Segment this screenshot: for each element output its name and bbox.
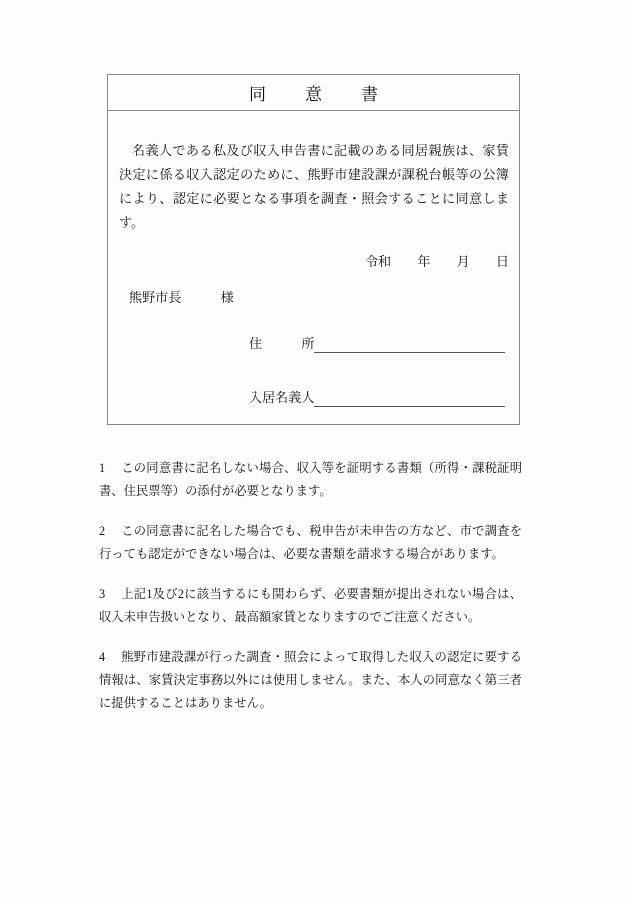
note-text: この同意書に記名しない場合、収入等を証明する書類（所得・課税証明書、住民票等）の添付が必要となります。 <box>99 461 522 499</box>
date-line: 令和 年 月 日 <box>364 254 509 269</box>
resident-name-field-input[interactable] <box>314 389 505 407</box>
consent-form-body <box>108 111 519 424</box>
note-index: 4 <box>99 650 106 665</box>
notes-section <box>99 445 522 715</box>
resident-name-field-label: 入居名義人 <box>249 390 315 405</box>
note-item <box>99 583 522 629</box>
consent-statement: 名義人である私及び収入申告書に記載のある同居親族は、家賃決定に係る収入認定のために、熊野市建設課が課税台帳等の公簿により、認定に必要となる事項を調査・照会することに同意します。 <box>119 143 509 231</box>
resident-name-field-row <box>249 389 505 407</box>
address-field-row <box>249 335 505 353</box>
title-cell <box>108 75 519 111</box>
addressee-line: 熊野市長 様 <box>129 290 234 305</box>
note-item <box>99 457 522 503</box>
page-title: 同 意 書 <box>249 85 389 104</box>
note-index: 1 <box>99 461 106 476</box>
note-index: 2 <box>99 524 106 539</box>
note-text: 熊野市建設課が行った調査・照会によって取得した収入の認定に要する情報は、家賃決定事務以外には使用しません。また、本人の同意なく第三者に提供することはありません。 <box>99 650 522 711</box>
address-field-label: 住 所 <box>249 336 315 351</box>
address-field-input[interactable] <box>314 335 505 353</box>
consent-form-box <box>107 74 520 425</box>
note-item <box>99 520 522 566</box>
note-item <box>99 646 522 715</box>
note-index: 3 <box>99 587 106 602</box>
note-text: 上記1及び2に該当するにも関わらず、必要書類が提出されない場合は、収入未申告扱いとなり、最高額家賃となりますのでご注意ください。 <box>99 587 522 625</box>
note-text: この同意書に記名した場合でも、税申告が未申告の方など、市で調査を行っても認定ができない場合は、必要な書類を請求する場合があります。 <box>99 524 522 562</box>
